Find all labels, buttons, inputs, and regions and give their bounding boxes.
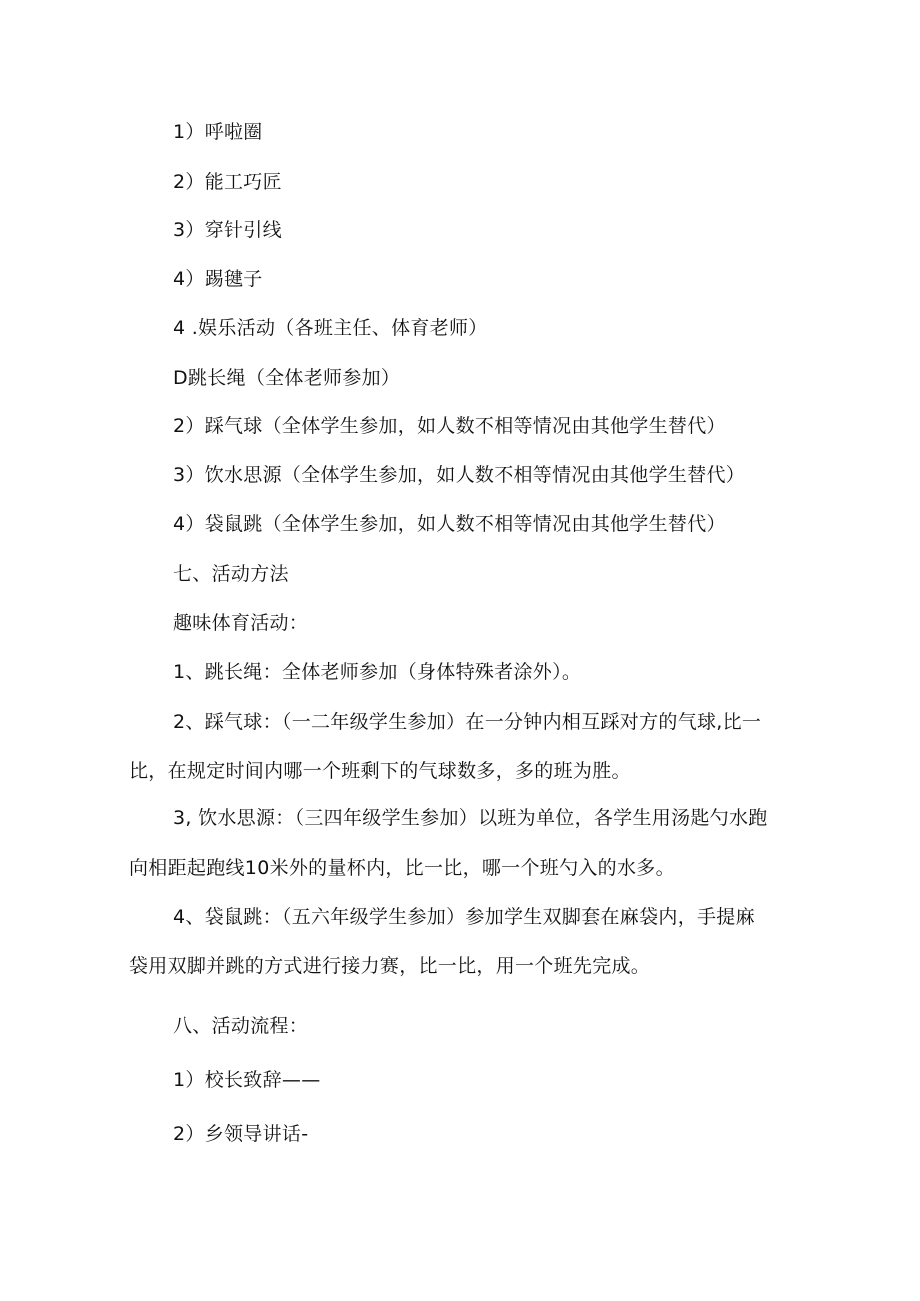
subheading-fun-sports: 趣味体育活动： [173, 612, 309, 634]
section-entertainment: 4 .娱乐活动（各班主任、体育老师） [173, 317, 488, 339]
method-balloon-line1: 2、踩气球：（一二年级学生参加）在一分钟内相互踩对方的气球,比一 [173, 711, 762, 733]
list-item-shuttlecock: 4）踢毽子 [173, 268, 263, 290]
list-item-long-rope: D跳长绳（全体老师参加） [173, 367, 401, 389]
process-leader-speech: 2）乡领导讲话- [173, 1123, 309, 1145]
list-item-balloon: 2）踩气球（全体学生参加，如人数不相等情况由其他学生替代） [173, 415, 726, 437]
method-kangaroo-line1: 4、袋鼠跳：（五六年级学生参加）参加学生双脚套在麻袋内，手提麻 [173, 906, 755, 928]
list-item-threading: 3）穿针引线 [173, 219, 282, 241]
section-heading-process: 八、活动流程： [173, 1015, 309, 1037]
method-kangaroo-line2: 袋用双脚并跳的方式进行接力赛，比一比，用一个班先完成。 [129, 955, 651, 977]
list-item-craftsman: 2）能工巧匠 [173, 171, 282, 193]
list-item-kangaroo: 4）袋鼠跳（全体学生参加，如人数不相等情况由其他学生替代） [173, 513, 726, 535]
list-item-water: 3）饮水思源（全体学生参加，如人数不相等情况由其他学生替代） [173, 464, 746, 486]
method-water-line2: 向相距起跑线10米外的量杯内，比一比，哪一个班勺入的水多。 [129, 857, 675, 879]
process-principal-speech: 1）校长致辞—— [173, 1069, 321, 1091]
method-balloon-line2: 比，在规定时间内哪一个班剩下的气球数多，多的班为胜。 [129, 760, 631, 782]
method-water-line1: 3, 饮水思源：（三四年级学生参加）以班为单位，各学生用汤匙勺水跑 [173, 807, 768, 829]
list-item-hula-hoop: 1）呼啦圈 [173, 121, 263, 143]
section-heading-methods: 七、活动方法 [173, 563, 289, 585]
method-long-rope: 1、跳长绳：全体老师参加（身体特殊者涂外）。 [173, 661, 582, 683]
